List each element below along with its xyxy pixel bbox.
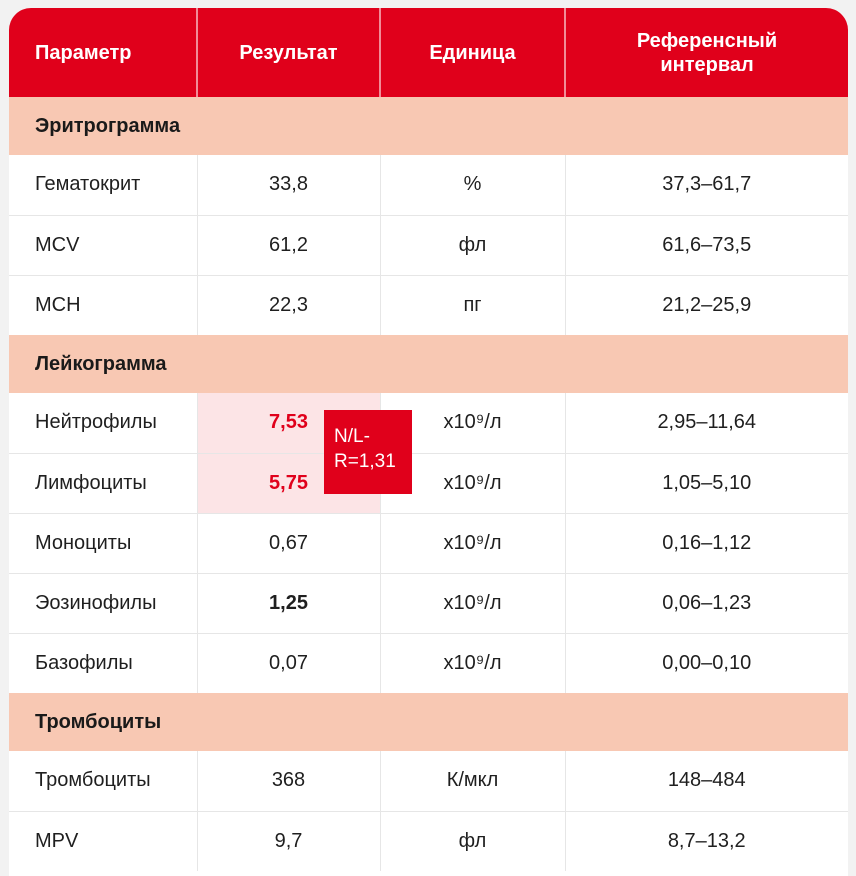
param-cell: MCV: [9, 215, 197, 275]
table-row: [9, 155, 848, 215]
header-param: Параметр: [9, 8, 197, 97]
unit-cell: К/мкл: [380, 751, 565, 811]
unit-cell: х10⁹/л: [380, 453, 565, 513]
section-title: Эритрограмма: [35, 114, 181, 137]
blood-test-table: [9, 8, 848, 871]
result-cell: 22,3: [197, 275, 380, 335]
table-row: [9, 215, 848, 275]
section-title: Лейкограмма: [35, 352, 167, 375]
nl-ratio-badge: N/L-R=1,31: [324, 410, 412, 494]
result-cell: 0,67: [197, 513, 380, 573]
result-value-elevated: 1,25: [269, 591, 308, 614]
unit-cell: х10⁹/л: [380, 513, 565, 573]
result-value-abnormal: 5,75: [269, 471, 308, 494]
result-cell: [197, 573, 380, 633]
section-row: [9, 97, 848, 155]
table-row: [9, 811, 848, 871]
table-row: [9, 513, 848, 573]
unit-cell: х10⁹/л: [380, 633, 565, 693]
ref-cell: 2,95–11,64: [657, 411, 757, 434]
param-cell: Тромбоциты: [9, 751, 197, 811]
unit-cell: фл: [380, 215, 565, 275]
unit-cell: пг: [380, 275, 565, 335]
ref-cell: 61,6–73,5: [565, 215, 848, 275]
section-row: [9, 693, 848, 751]
section-title: Тромбоциты: [35, 710, 162, 733]
table-row: [9, 633, 848, 693]
table-row: [9, 275, 848, 335]
ref-cell: 0,00–0,10: [565, 633, 848, 693]
header-ref: Референсный интервал: [636, 29, 778, 76]
results-card: [9, 8, 848, 876]
ref-cell: 1,05–5,10: [565, 453, 848, 513]
ref-cell: 0,16–1,12: [565, 513, 848, 573]
param-cell: Гематокрит: [9, 155, 197, 215]
result-cell: 368: [197, 751, 380, 811]
param-cell: Моноциты: [9, 513, 197, 573]
param-cell: Базофилы: [9, 633, 197, 693]
ref-cell: 148–484: [667, 769, 746, 792]
header-unit: Единица: [380, 8, 565, 97]
ref-cell: 37,3–61,7: [662, 173, 752, 196]
param-cell: MCH: [9, 275, 197, 335]
unit-cell: х10⁹/л: [380, 393, 565, 453]
unit-cell: фл: [380, 811, 565, 871]
result-cell: 61,2: [197, 215, 380, 275]
result-cell: 9,7: [197, 811, 380, 871]
result-value-abnormal: 7,53: [269, 411, 308, 434]
param-cell: Нейтрофилы: [9, 393, 197, 453]
ref-cell: 21,2–25,9: [565, 275, 848, 335]
param-cell: Эозинофилы: [9, 573, 197, 633]
param-cell: Лимфоциты: [9, 453, 197, 513]
table-row: [9, 393, 848, 453]
unit-cell: х10⁹/л: [380, 573, 565, 633]
header-result: Результат: [197, 8, 380, 97]
unit-cell: %: [380, 155, 565, 215]
table-header-row: [9, 8, 848, 97]
result-cell: 33,8: [197, 155, 380, 215]
ref-cell: 0,06–1,23: [565, 573, 848, 633]
table-row: [9, 453, 848, 513]
result-cell: 0,07: [197, 633, 380, 693]
param-cell: MPV: [9, 811, 197, 871]
ref-cell: 8,7–13,2: [565, 811, 848, 871]
table-row: [9, 751, 848, 811]
section-row: [9, 335, 848, 393]
table-row: [9, 573, 848, 633]
